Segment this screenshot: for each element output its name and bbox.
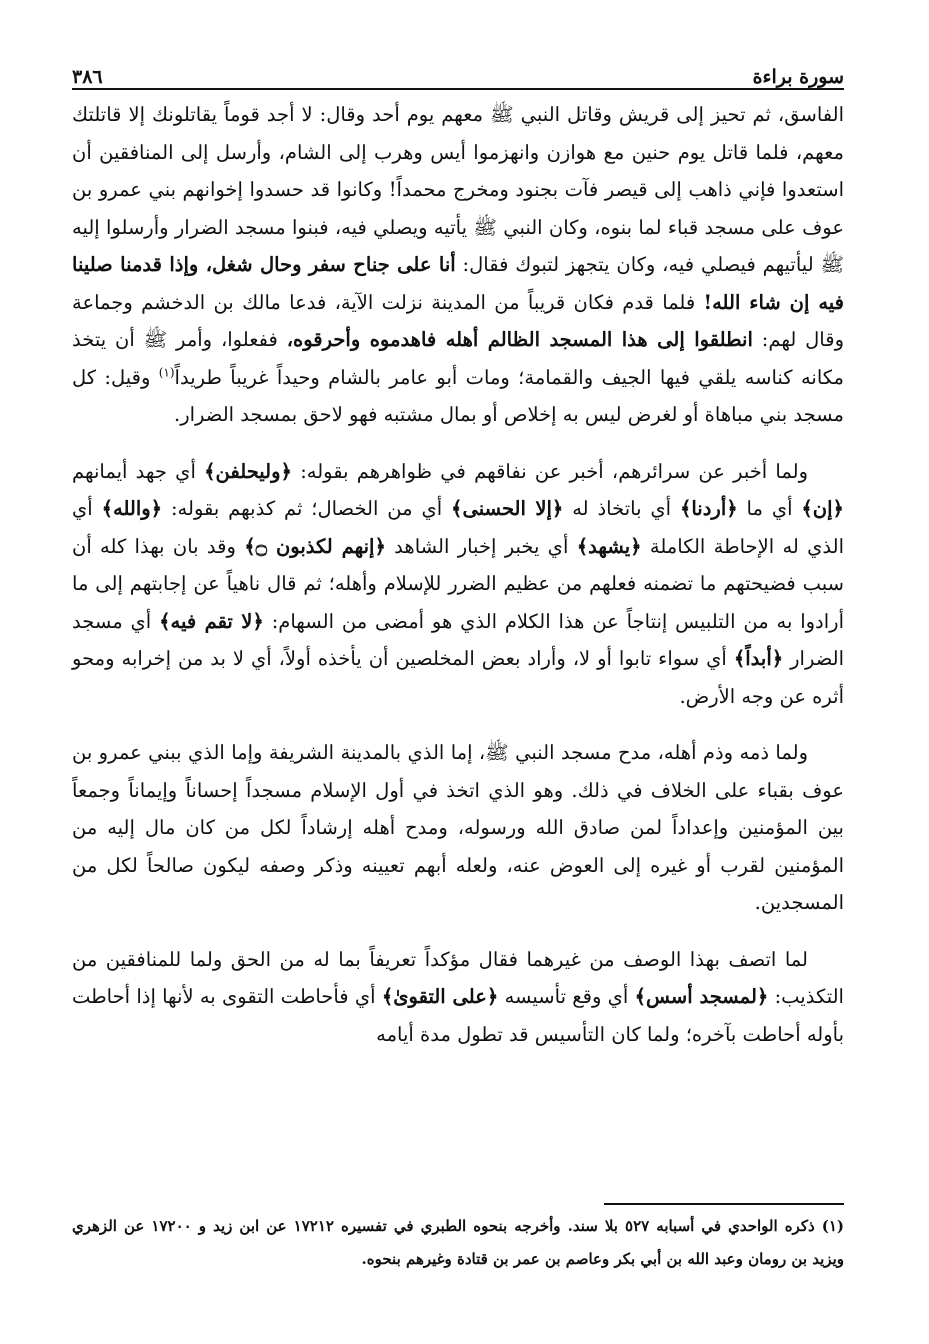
paragraph-2: [72, 453, 844, 716]
text-run: أي يخبر إخبار الشاهد: [385, 534, 577, 558]
text-run: أي جهد أيمانهم: [72, 459, 205, 483]
footnote-reference: (١): [158, 365, 175, 379]
quran-quote: ﴿أبداً﴾: [733, 647, 784, 670]
text-run: وقد بان بهذا كله أن سبب فضيحتهم ما تضمنه فعلهم من عظيم الضرر للإسلام وأهله؛ ثم قال ناهياً عن إجابتهم إلى ما أرادوا به من التلبيس إنتاجاً عن هذا الكلام الذي هو أمضى من السهام:: [72, 534, 844, 633]
text-run: ففعلوا، وأمر ﷺ أن يتخذ مكانه كناسه يلقي فيها الجيف والقمامة؛ ومات أبو عامر بالشام وحيداً غريباً طريداً: [72, 328, 844, 389]
text-run: أي فأحاطت التقوى به لأنها إذا أحاطت بأوله أحاطت بآخره؛ ولما كان التأسيس قد تطول مدة أيامه: [72, 985, 844, 1046]
running-header: [72, 58, 844, 88]
quran-quote: ﴿يشهد﴾: [576, 534, 642, 558]
quran-quote: ﴿على التقوىٰ﴾: [381, 985, 499, 1008]
text-run: الفاسق، ثم تحيز إلى قريش وقاتل النبي ﷺ معهم يوم أحد وقال: لا أجد قوماً يقاتلونك إلا قاتلتك معهم، فلما قاتل يوم حنين مع هوازن وانهزموا أيس وهرب إلى الشام، وأرسل إلى المنافقين أن استعدوا فإني ذاهب إلى قيصر فآت بجنود ومخرج محمداً! وكانوا قد حسدوا إخوانهم بني عمرو بن عوف على مسجد قباء لما بنوه، وكان النبي ﷺ يأتيه ويصلي فيه، فبنوا مسجد الضرار وأرسلوا إليه ﷺ ليأتيهم فيصلي فيه، وكان يتجهز لتبوك فقال:: [72, 103, 845, 276]
quran-quote: ﴿أردنا﴾: [679, 497, 738, 520]
text-run: أي سواء تابوا أو لا، وأراد بعض المخلصين أن يأخذه أولاً، أي لا بد من إخرابه ومحو أثره عن وجه الأرض.: [72, 647, 844, 708]
text-run: أي الذي له الإحاطة الكاملة: [72, 497, 845, 558]
quoted-speech: أنا على جناح سفر وحال شغل، وإذا قدمنا صلينا فيه إن شاء الله!: [72, 253, 844, 314]
surah-title: سورة براءة: [752, 66, 844, 88]
quran-quote: ﴿لمسجد أسس﴾: [634, 985, 769, 1008]
quran-quote: ﴿إن﴾: [801, 497, 844, 520]
quran-quote: ﴿لا تقم فيه﴾: [159, 609, 264, 633]
paragraph-4: [72, 941, 844, 1054]
quran-quote: ﴿إنهم لكذبون ۝﴾: [244, 534, 386, 558]
text-run: أي ما: [737, 497, 802, 520]
text-run: أي وقع تأسيسه: [498, 985, 635, 1008]
text-run: أي من الخصال؛ ثم كذبهم بقوله:: [162, 497, 452, 520]
quran-quote: ﴿إلا الحسنى﴾: [451, 497, 564, 520]
quoted-speech: انطلقوا إلى هذا المسجد الظالم أهله فاهدموه وأحرقوه،: [286, 328, 753, 351]
text-run: لما اتصف بهذا الوصف من غيرهما فقال مؤكداً تعريفاً بما له من الحق ولما للمنافقين من التكذيب:: [72, 947, 844, 1008]
footnote: (١) ذكره الواحدي في أسبابه ٥٢٧ بلا سند. وأخرجه بنحوه الطبري في تفسيره ١٧٢١٢ عن ابن زيد و ١٧٢٠٠ عن الزهري ويزيد بن رومان وعبد الله بن أبي بكر وعاصم بن عمر بن قتادة وغيرهم بنحوه.: [72, 1217, 844, 1268]
quran-quote: ﴿وليحلفن﴾: [204, 459, 292, 483]
text-run: ولما ذمه وذم أهله، مدح مسجد النبي ﷺ، إما الذي بالمدينة الشريفة وإما الذي ببني عمرو بن عوف بقباء على الخلاف في ذلك. وهو الذي اتخذ في أول الإسلام مسجداً إحساناً وإيماناً وجمعاً بين المؤمنين وإعداداً لمن صادق الله ورسوله، ومدح أهله إرشاداً لكل من كان مال إليه من المؤمنين لقرب أو غيره إلى العوض عنه، ولعله أبهم تعيينه وذكر وصفه ليكون صالحاً لكل من المسجدين.: [72, 741, 844, 914]
page-number: ٣٨٦: [72, 66, 103, 88]
footnote-divider: [604, 1203, 844, 1205]
main-text: [72, 96, 844, 1053]
text-run: أي باتخاذ له: [563, 497, 680, 520]
text-run: فلما قدم فكان قريباً من المدينة نزلت الآية، فدعا مالك بن الدخشم وجماعة وقال لهم:: [72, 290, 844, 351]
paragraph-3: [72, 734, 844, 922]
paragraph-1: [72, 96, 844, 434]
header-divider: [72, 88, 844, 90]
text-run: أي مسجد الضرار: [72, 609, 845, 670]
quran-quote: ﴿والله﴾: [101, 497, 163, 520]
text-run: وقيل: كل مسجد بني مباهاة أو لغرض ليس به إخلاص أو بمال مشتبه فهو لاحق بمسجد الضرار.: [72, 365, 844, 426]
text-run: ولما أخبر عن سرائرهم، أخبر عن نفاقهم في ظواهرهم بقوله:: [291, 459, 809, 483]
